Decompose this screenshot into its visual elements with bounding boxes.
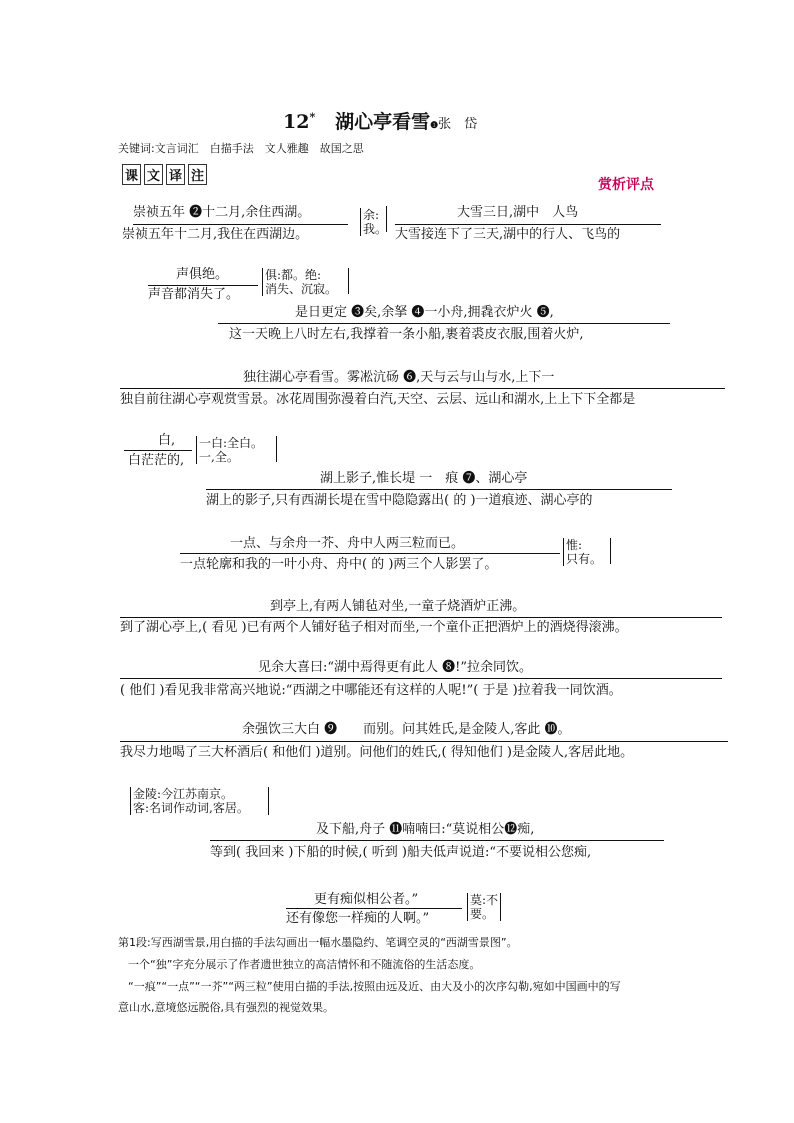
trans-line: 湖上的影子,只有西湖长堤在雪中隐隐露出( 的 )一道痕迹、湖心亭的 — [206, 493, 593, 508]
orig-line: 独往湖心亭看雪。雾凇沆砀 ❻,天与云与山与水,上下一 — [243, 370, 555, 385]
orig-line: 余强饮三大白 ❾ 而别。问其姓氏,是金陵人,客此 ❿。 — [242, 722, 571, 737]
annotation: 俱:都。绝: 消失、沉寂。 — [262, 268, 337, 296]
section-box-4: 注 — [188, 164, 207, 185]
annotation: 莫:不 要。 — [467, 893, 498, 921]
trans-line: 一点轮廓和我的一叶小舟、舟中( 的 )两三个人影罢了。 — [180, 557, 498, 572]
orig-line: 湖上影子,惟长堤 一 痕 ❼、湖心亭 — [320, 471, 528, 486]
annotation: 惟: 只有。 — [563, 538, 602, 566]
trans-line: 崇祯五年十二月,我住在西湖边。 — [122, 227, 309, 242]
lesson-number: 12 — [283, 111, 310, 133]
orig-line: 大雪三日,湖中 人鸟 — [457, 205, 579, 220]
footnote-1-mark: ❶ — [430, 121, 439, 131]
keywords-line: 关键词:文言词汇 白描手法 文人雅趣 故国之思 — [118, 142, 364, 155]
orig-line: 及下船,舟子 ⓫喃喃曰:“莫说相公⓬痴, — [316, 822, 535, 837]
orig-line: 崇祯五年 ❷十二月,余住西湖。 — [133, 205, 311, 220]
lesson-title: 湖心亭看雪 — [335, 111, 431, 133]
orig-line: 白, — [158, 433, 176, 448]
section-box-2: 文 — [144, 164, 163, 185]
orig-line: 声俱绝。 — [176, 267, 229, 282]
comment-line: 第1段:写西湖雪景,用白描的手法勾画出一幅水墨隐约、笔调空灵的“西湖雪景图”。 — [118, 936, 518, 949]
trans-line: 声音都消失了。 — [148, 287, 240, 302]
trans-line: 独自前往湖心亭观赏雪景。冰花周围弥漫着白汽,天空、云层、远山和湖水,上上下下全都是 — [120, 392, 636, 407]
orig-line: 是日更定 ❸矣,余拏 ❹一小舟,拥毳衣炉火 ❺, — [295, 305, 554, 320]
trans-line: 大雪接连下了三天,湖中的行人、飞鸟的 — [395, 227, 621, 242]
section-label — [122, 164, 210, 185]
comment-line: 意山水,意境悠远脱俗,具有强烈的视觉效果。 — [118, 1001, 334, 1014]
annotation: 一白:全白。 一,全。 — [196, 436, 263, 464]
comment-line: 一个“独”字充分展示了作者遗世独立的高洁情怀和不随流俗的生活态度。 — [128, 958, 481, 971]
trans-line: 这一天晚上八时左右,我撑着一条小船,裹着裘皮衣服,围着火炉, — [229, 327, 584, 342]
lesson-star: * — [309, 110, 316, 124]
orig-line: 更有痴似相公者。” — [314, 892, 419, 907]
orig-line: 到亭上,有两人铺毡对坐,一童子烧酒炉正沸。 — [270, 599, 526, 614]
comment-line: “一痕”“一点”“一芥”“两三粒”使用白描的手法,按照由远及近、由大及小的次序勾勒,宛如中国画中的写 — [128, 980, 621, 993]
lesson-title-line — [283, 107, 477, 134]
trans-line: 我尽力地喝了三大杯酒后( 和他们 )道别。问他们的姓氏,( 得知他们 )是金陵人,客居此地。 — [120, 745, 634, 760]
trans-line: 还有像您一样痴的人啊。” — [286, 911, 430, 926]
trans-line: 等到( 我回来 )下船的时候,( 听到 )船夫低声说道:“不要说相公您痴, — [210, 845, 592, 860]
orig-line: 见余大喜曰:“湖中焉得更有此人 ❽!”拉余同饮。 — [258, 660, 533, 675]
annotation: 余: 我。 — [360, 208, 387, 236]
trans-line: 到了湖心亭上,( 看见 )已有两个人铺好毡子相对而坐,一个童仆正把酒炉上的酒烧得滚沸。 — [120, 620, 628, 635]
trans-line: 白茫茫的, — [128, 453, 185, 468]
annotation: 金陵:今江苏南京。 客:名词作动词,客居。 — [130, 787, 249, 815]
orig-line: 一点、与余舟一芥、舟中人两三粒而已。 — [230, 536, 465, 551]
section-box-3: 译 — [166, 164, 185, 185]
side-heading: 赏析评点 — [598, 177, 654, 193]
trans-line: ( 他们 )看见我非常高兴地说:“西湖之中哪能还有这样的人呢!”( 于是 )拉着我一同饮酒。 — [120, 683, 622, 698]
section-box-1: 课 — [122, 164, 141, 185]
author: 张 岱 — [438, 117, 478, 132]
